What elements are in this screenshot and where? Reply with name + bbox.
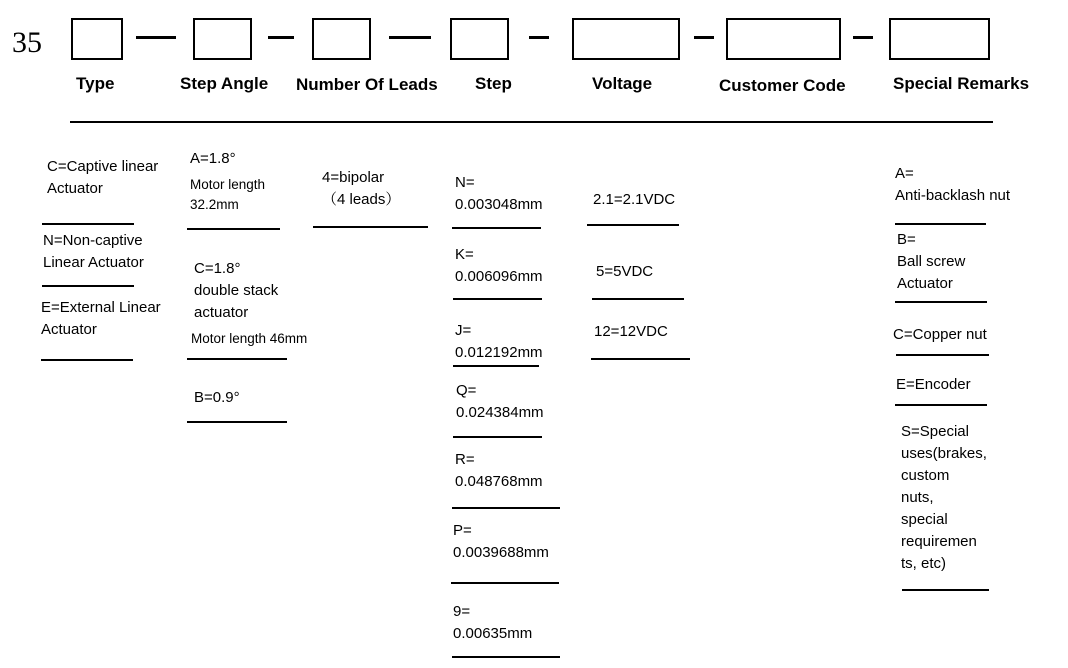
special-option-c: C=Copper nut [893,326,987,343]
type-option-e: E=External Linear Actuator [41,299,161,338]
separator-dash [529,36,549,39]
option-underline [187,421,287,423]
option-underline [895,223,986,225]
step-angle-option-a-detail: Motor length 32.2mm [190,177,266,212]
separator-dash [268,36,294,39]
option-underline [451,582,559,584]
option-underline [895,301,987,303]
step-header: Step [475,74,512,93]
leads-code-box [312,18,371,60]
option-underline [452,656,560,658]
voltage-option-5: 5=5VDC [596,263,654,280]
step-angle-option-a: A=1.8° [190,150,236,167]
step-code-box [450,18,509,60]
step-option-q: Q= 0.024384mm [456,382,544,421]
step-angle-option-c-detail: Motor length 46mm [191,331,308,346]
option-underline [313,226,428,228]
option-underline [895,404,987,406]
separator-dash [389,36,431,39]
separator-dash [136,36,176,39]
leads-option-4: 4=bipolar （4 leads） [322,169,401,208]
customer-code-box [726,18,841,60]
type-header: Type [76,74,115,93]
option-underline [41,359,133,361]
special-option-s: S=Special uses(brakes, custom nuts, special requiremen ts, etc) [901,423,987,572]
special-option-a: A= Anti-backlash nut [895,165,1011,204]
voltage-option-2-1: 2.1=2.1VDC [593,191,676,208]
leads-header: Number Of Leads [296,75,438,94]
step-option-k: K= 0.006096mm [455,246,543,285]
step-angle-option-b: B=0.9° [194,389,240,406]
option-underline [896,354,989,356]
voltage-option-12: 12=12VDC [594,323,668,340]
step-option-r: R= 0.048768mm [455,451,543,490]
voltage-code-box [572,18,680,60]
option-underline [902,589,989,591]
step-angle-option-c: C=1.8° double stack actuator [194,260,279,321]
step-option-j: J= 0.012192mm [455,322,543,361]
step-angle-code-box [193,18,252,60]
option-underline [187,358,287,360]
type-option-n: N=Non-captive Linear Actuator [43,232,144,271]
option-underline [453,365,539,367]
type-code-box [71,18,123,60]
step-option-9: 9= 0.00635mm [453,603,533,642]
option-underline [587,224,679,226]
special-option-b: B= Ball screw Actuator [897,231,966,292]
step-option-n: N= 0.003048mm [455,174,543,213]
step-angle-header: Step Angle [180,74,269,93]
special-remarks-header: Special Remarks [893,74,1030,93]
step-option-p: P= 0.0039688mm [453,522,549,561]
option-underline [42,223,134,225]
model-number: 35 [12,26,42,59]
option-underline [452,507,560,509]
separator-dash [853,36,873,39]
special-remarks-code-box [889,18,990,60]
option-underline [453,436,542,438]
customer-code-header: Customer Code [719,76,846,95]
option-underline [453,298,542,300]
voltage-header: Voltage [592,74,653,93]
option-underline [591,358,690,360]
option-underline [452,227,541,229]
special-option-e: E=Encoder [896,376,971,393]
option-underline [187,228,280,230]
header-divider [70,121,993,123]
separator-dash [694,36,714,39]
option-underline [592,298,684,300]
type-option-c: C=Captive linear Actuator [47,158,159,197]
option-underline [42,285,134,287]
